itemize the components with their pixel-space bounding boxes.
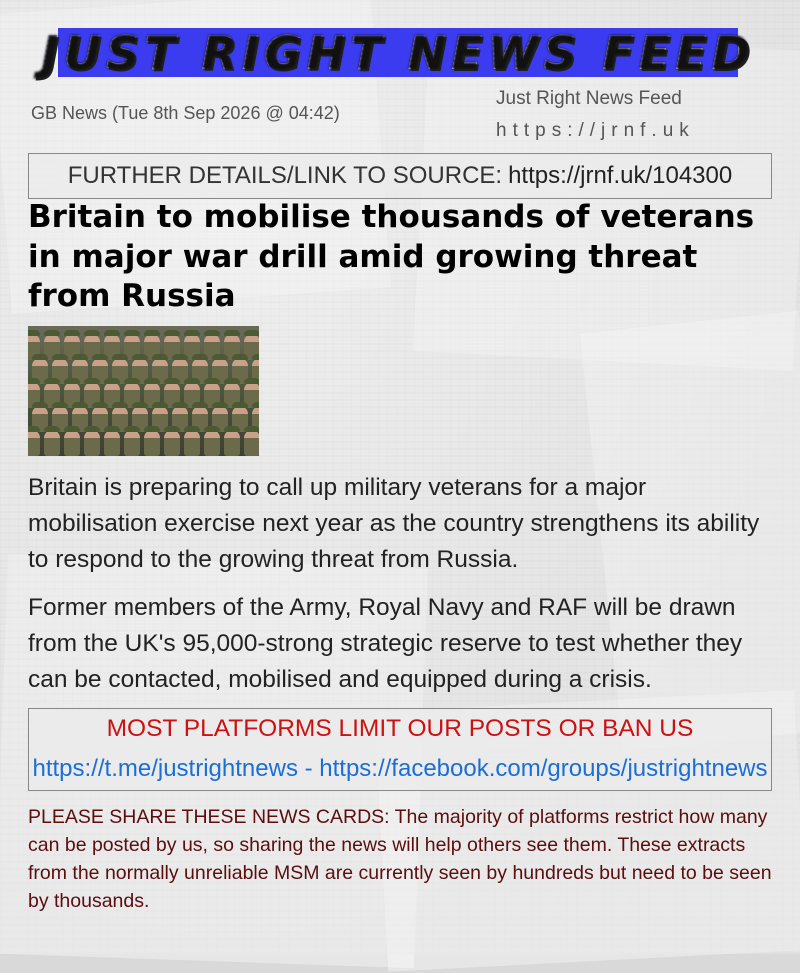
brand-url[interactable]: https://jrnf.uk [496,120,695,141]
soldier-figure [84,430,100,456]
soldier-figure [104,430,120,456]
beret-shape [112,354,128,360]
beret-shape [72,402,88,408]
beret-shape [144,330,160,336]
beret-shape [84,330,100,336]
beret-shape [52,402,68,408]
beret-shape [224,426,240,432]
article-paragraph-2: Former members of the Army, Royal Navy and RAF will be drawn from the UK's 95,000-strong strategic reserve to test whether they can be contacted, mobilised and equipped during a crisis. [28,594,743,693]
beret-shape [192,402,208,408]
beret-shape [132,402,148,408]
beret-shape [84,378,100,384]
beret-shape [112,402,128,408]
beret-shape [244,330,259,336]
platform-notice-box [28,708,772,791]
beret-shape [28,330,40,336]
headline: Britain to mobilise thousands of veterans in major war drill amid growing threat from Russia [28,199,755,314]
beret-shape [64,378,80,384]
soldier-figure [204,430,220,456]
beret-shape [184,330,200,336]
beret-shape [244,378,259,384]
beret-shape [92,402,108,408]
beret-shape [232,354,248,360]
beret-shape [144,426,160,432]
article-paragraph-1: Britain is preparing to call up military veterans for a major mobilisation exercise next year as the country strengthens its ability to respond to the growing threat from Russia. [28,474,760,573]
beret-shape [212,402,228,408]
soldier-figure [244,430,259,456]
source-link-box [28,153,772,199]
beret-shape [144,378,160,384]
soldier-figure [64,430,80,456]
beret-shape [92,354,108,360]
beret-shape [28,378,40,384]
beret-shape [124,330,140,336]
banner-title: JUST RIGHT NEWS FEED [41,25,755,80]
beret-shape [224,330,240,336]
article-photo [28,326,259,456]
soldier-figure [224,430,240,456]
beret-shape [64,330,80,336]
beret-shape [224,378,240,384]
platform-notice-links[interactable]: https://t.me/justrightnews - https://facebook.com/groups/justrightnews [32,755,768,782]
soldier-figure [28,430,40,456]
beret-shape [244,426,259,432]
beret-shape [104,330,120,336]
beret-shape [132,354,148,360]
beret-shape [44,378,60,384]
beret-shape [184,378,200,384]
beret-shape [172,354,188,360]
beret-shape [204,378,220,384]
soldier-figure [184,430,200,456]
beret-shape [184,426,200,432]
beret-shape [204,330,220,336]
beret-shape [152,354,168,360]
beret-shape [44,426,60,432]
beret-shape [44,330,60,336]
beret-shape [252,402,259,408]
beret-shape [28,426,40,432]
brand-name: Just Right News Feed [496,88,682,109]
source-link-url[interactable]: https://jrnf.uk/104300 [508,162,733,189]
beret-shape [172,402,188,408]
soldier-figure [144,430,160,456]
beret-shape [212,354,228,360]
beret-shape [64,426,80,432]
beret-shape [164,330,180,336]
beret-shape [192,354,208,360]
beret-shape [204,426,220,432]
soldier-figure [124,430,140,456]
beret-shape [164,378,180,384]
beret-shape [164,426,180,432]
beret-shape [104,426,120,432]
beret-shape [252,354,259,360]
beret-shape [32,402,48,408]
share-message: PLEASE SHARE THESE NEWS CARDS: The majority of platforms restrict how many can be posted by us, so sharing the news will help others see them. These extracts from the normally unreliable MSM are currently seen by hundreds but need to be seen by thousands. [28,806,772,912]
beret-shape [32,354,48,360]
source-link-label: FURTHER DETAILS/LINK TO SOURCE: [67,162,503,189]
banner [41,25,755,80]
soldier-figure [164,430,180,456]
beret-shape [232,402,248,408]
soldier-figure [44,430,60,456]
beret-shape [72,354,88,360]
beret-shape [104,378,120,384]
beret-shape [84,426,100,432]
beret-shape [52,354,68,360]
beret-shape [124,426,140,432]
beret-shape [152,402,168,408]
beret-shape [124,378,140,384]
source-line: GB News (Tue 8th Sep 2026 @ 04:42) [31,103,340,123]
platform-notice-title: MOST PLATFORMS LIMIT OUR POSTS OR BAN US [106,715,694,742]
